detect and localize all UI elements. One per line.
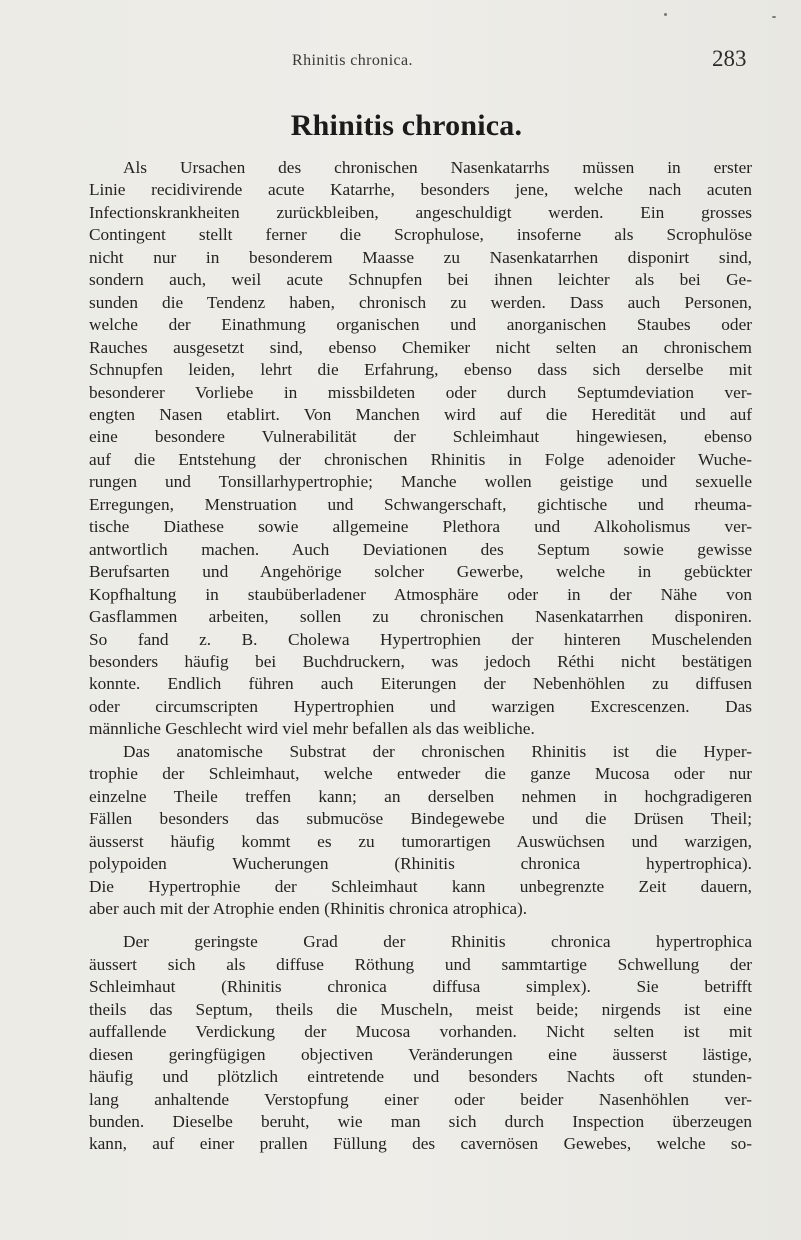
text-line: oder circumscripten Hypertrophien und warzigen Excrescenzen. Das [89, 696, 752, 716]
chapter-title: Rhinitis chronica. [290, 109, 523, 142]
text-line: engten Nasen etablirt. Von Manchen wird auf die Heredität und auf [89, 404, 752, 424]
text-line: Infectionskrankheiten zurückbleiben, angeschuldigt werden. Ein grosses [89, 202, 752, 222]
text-line: polypoiden Wucherungen (Rhinitis chronica hypertrophica). [89, 854, 752, 874]
text-line: auf die Entstehung der chronischen Rhinitis in Folge adenoider Wuche- [89, 449, 752, 469]
text-line: Der geringste Grad der Rhinitis chronica hypertrophica [123, 932, 752, 952]
text-line: Erregungen, Menstruation und Schwangerschaft, gichtische und rheuma- [89, 494, 752, 514]
paragraph-1 [89, 157, 752, 741]
text-line: Gasflammen arbeiten, sollen zu chronischen Nasenkatarrhen disponiren. [89, 607, 752, 627]
text-line: rungen und Tonsillarhypertrophie; Manche wollen geistige und sexuelle [89, 472, 752, 492]
text-line: eine besondere Vulnerabilität der Schleimhaut hingewiesen, ebenso [89, 427, 752, 447]
text-line: männliche Geschlecht wird viel mehr befallen als das weibliche. [89, 719, 535, 739]
text-line: häufig und plötzlich eintretende und besonders Nachts oft stunden- [89, 1067, 752, 1087]
body-text [89, 157, 752, 1156]
text-line: Als Ursachen des chronischen Nasenkatarrhs müssen in erster [123, 158, 752, 177]
text-line: Fällen besonders das submucöse Bindegewebe und die Drüsen Theil; [89, 809, 752, 829]
text-line: tische Diathese sowie allgemeine Plethora und Alkoholismus ver- [89, 517, 752, 537]
text-line: Die Hypertrophie der Schleimhaut kann unbegrenzte Zeit dauern, [89, 876, 752, 896]
text-line: sondern auch, weil acute Schnupfen bei ihnen leichter als bei Ge- [89, 270, 752, 290]
paragraph-3 [89, 931, 752, 1156]
scan-speck [664, 13, 667, 16]
paragraph-2 [89, 741, 752, 921]
paragraph-gap [89, 920, 752, 931]
text-line: auffallende Verdickung der Mucosa vorhanden. Nicht selten ist mit [89, 1022, 752, 1042]
running-head: Rhinitis chronica. [292, 52, 413, 69]
text-line: äussert sich als diffuse Röthung und sammtartige Schwellung der [89, 954, 752, 974]
text-line: trophie der Schleimhaut, welche entweder die ganze Mucosa oder nur [89, 764, 752, 784]
text-line: Kopfhaltung in staubüberladener Atmosphäre oder in der Nähe von [89, 584, 752, 604]
text-line: Schleimhaut (Rhinitis chronica diffusa simplex). Sie betrifft [89, 977, 752, 997]
text-line: kann, auf einer prallen Füllung des cavernösen Gewebes, welche so- [89, 1134, 752, 1154]
text-line: aber auch mit der Atrophie enden (Rhinitis chronica atrophica). [89, 898, 528, 918]
text-line: Linie recidivirende acute Katarrhe, besonders jene, welche nach acuten [89, 180, 752, 200]
text-line: antwortlich machen. Auch Deviationen des Septum sowie gewisse [89, 539, 752, 559]
text-line: Schnupfen leiden, lehrt die Erfahrung, ebenso dass sich derselbe mit [89, 360, 752, 380]
text-line: sunden die Tendenz haben, chronisch zu werden. Dass auch Personen, [89, 292, 752, 312]
text-line: Berufsarten und Angehörige solcher Gewerbe, welche in gebückter [89, 562, 752, 582]
text-line: Rauches ausgesetzt sind, ebenso Chemiker nicht selten an chronischem [89, 337, 752, 357]
text-line: Contingent stellt ferner die Scrophulose, insoferne als Scrophulöse [89, 225, 752, 245]
text-line: Das anatomische Substrat der chronischen Rhinitis ist die Hyper- [123, 741, 752, 761]
text-line: äusserst häufig kommt es zu tumorartigen Auswüchsen und warzigen, [89, 831, 752, 851]
text-line: bunden. Dieselbe beruht, wie man sich durch Inspection überzeugen [89, 1112, 752, 1132]
text-line: besonders häufig bei Buchdruckern, was jedoch Réthi nicht bestätigen [89, 651, 752, 671]
text-line: einzelne Theile treffen kann; an derselben nehmen in hochgradigeren [89, 786, 752, 806]
page-number: 283 [712, 46, 747, 71]
text-line: konnte. Endlich führen auch Eiterungen der Nebenhöhlen zu diffusen [89, 674, 752, 694]
text-line: nicht nur in besonderem Maasse zu Nasenkatarrhen disponirt sind, [89, 247, 752, 267]
text-line: welche der Einathmung organischen und anorganischen Staubes oder [89, 315, 752, 335]
text-line: So fand z. B. Cholewa Hypertrophien der hinteren Muschelenden [89, 629, 752, 649]
text-line: diesen geringfügigen objectiven Veränderungen eine äusserst lästige, [89, 1044, 752, 1064]
scan-speck [772, 16, 776, 18]
text-line: besonderer Vorliebe in missbildeten oder durch Septumdeviation ver- [89, 382, 752, 402]
text-line: lang anhaltende Verstopfung einer oder beider Nasenhöhlen ver- [89, 1089, 752, 1109]
text-line: theils das Septum, theils die Muscheln, meist beide; nirgends ist eine [89, 999, 752, 1019]
